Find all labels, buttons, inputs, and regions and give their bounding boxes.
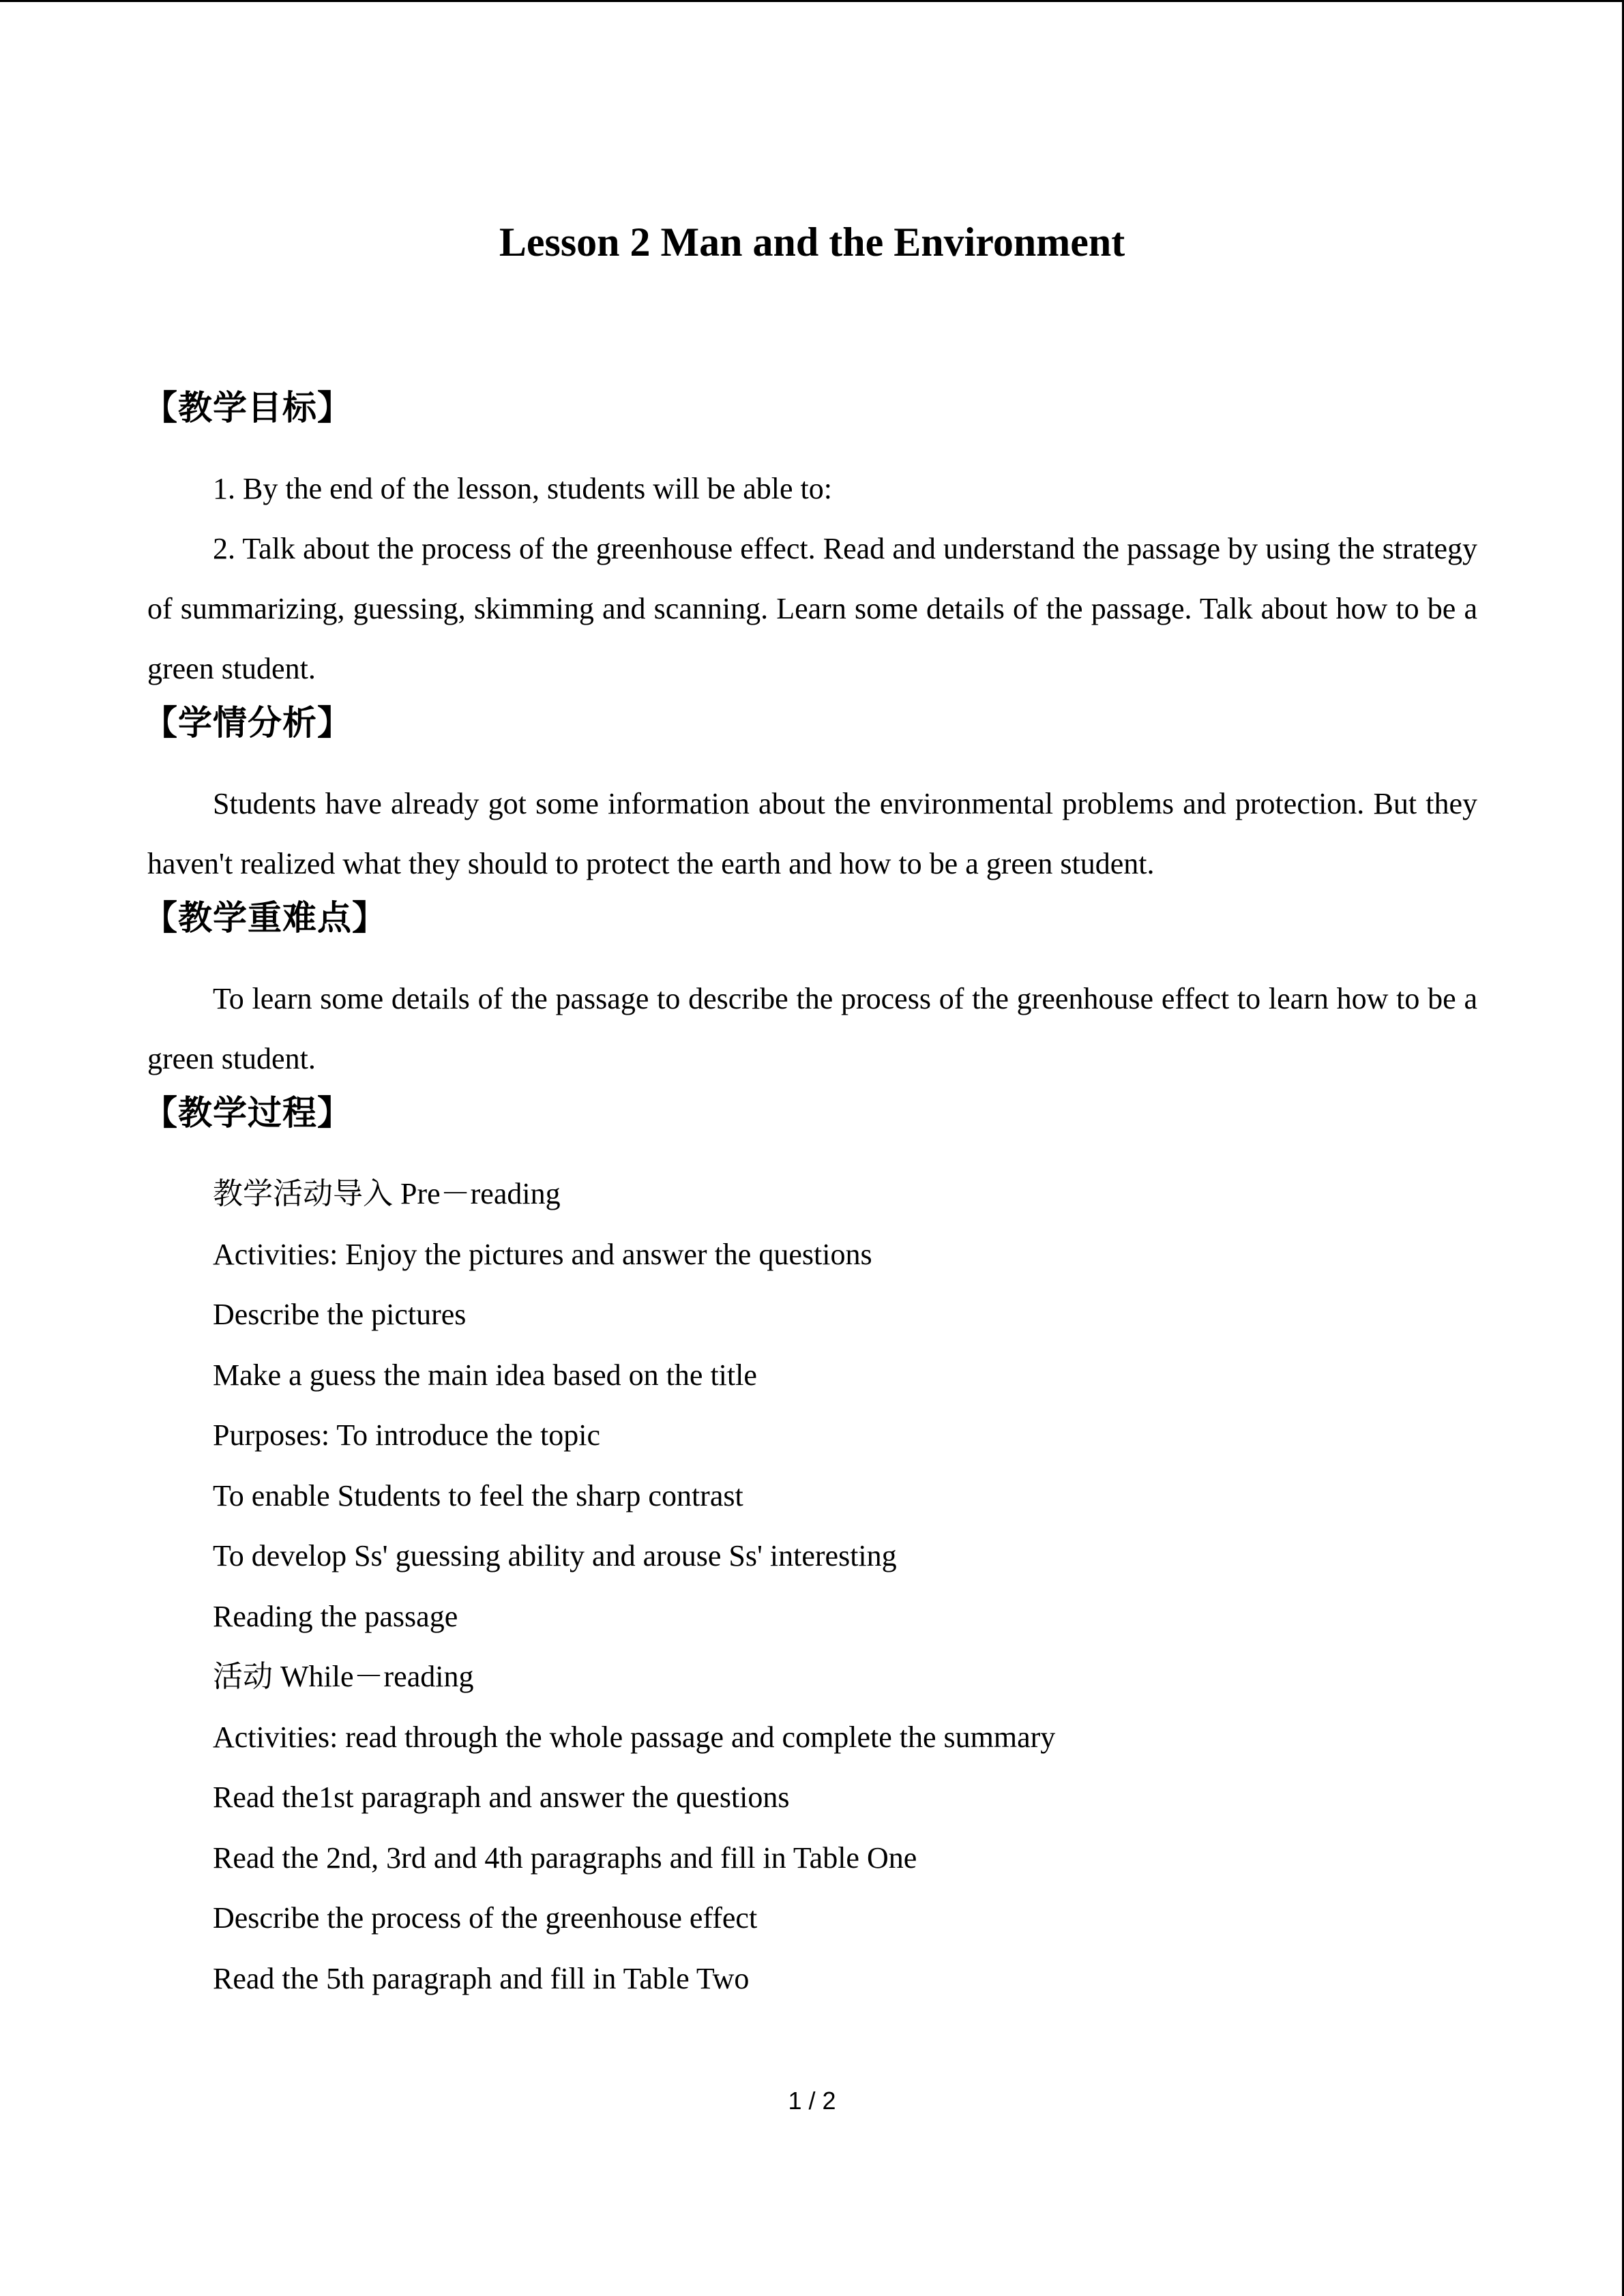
paragraph: Students have already got some information about the environmental problems and protection. But they haven't realized what they should to protect the earth and how to be a green student. — [147, 787, 1477, 880]
list-item: Read the1st paragraph and answer the questions — [213, 1780, 790, 1814]
list-item: 教学活动导入 Pre－reading — [213, 1177, 561, 1210]
section-heading-analysis: 【学情分析】 — [143, 703, 352, 743]
list-item: Activities: read through the whole passage and complete the summary — [213, 1720, 1056, 1754]
list-item: To enable Students to feel the sharp contrast — [213, 1478, 743, 1512]
section-heading-objectives: 【教学目标】 — [143, 388, 352, 428]
section-process — [143, 1089, 1477, 2009]
section-key-points — [143, 894, 1477, 1089]
list-item: 活动 While－reading — [213, 1660, 474, 1693]
list-item: Make a guess the main idea based on the title — [213, 1358, 757, 1392]
page-number: 1 / 2 — [788, 2087, 836, 2115]
section-objectives — [143, 384, 1477, 699]
list-item: Purposes: To introduce the topic — [213, 1418, 601, 1452]
process-list — [147, 1164, 1477, 2009]
section-heading-key-points: 【教学重难点】 — [143, 898, 387, 938]
spacer — [147, 942, 1477, 969]
section-heading-process: 【教学过程】 — [143, 1093, 352, 1133]
section-analysis — [143, 699, 1477, 894]
list-item: Describe the pictures — [213, 1298, 467, 1331]
paragraph: To learn some details of the passage to describe the process of the greenhouse effect to learn how to be a green student. — [147, 982, 1477, 1075]
list-item: Describe the process of the greenhouse effect — [213, 1901, 758, 1935]
paragraph: 1. By the end of the lesson, students will be able to: — [213, 472, 832, 505]
list-item: Read the 2nd, 3rd and 4th paragraphs and fill in Table One — [213, 1840, 917, 1875]
document-title: Lesson 2 Man and the Environment — [499, 220, 1125, 265]
paragraph: 2. Talk about the process of the greenhouse effect. Read and understand the passage by using the strategy of summarizing, guessing, skimming and scanning. Learn some details of the passage. Talk about how to be a green student. — [147, 532, 1477, 685]
spacer — [147, 747, 1477, 774]
spacer — [147, 432, 1477, 459]
spacer — [147, 1137, 1477, 1164]
document-body — [143, 384, 1477, 2009]
list-item: Activities: Enjoy the pictures and answer the questions — [213, 1237, 872, 1271]
list-item: Read the 5th paragraph and fill in Table Two — [213, 1961, 750, 1995]
list-item: To develop Ss' guessing ability and arouse Ss' interesting — [213, 1539, 897, 1572]
list-item: Reading the passage — [213, 1599, 458, 1633]
